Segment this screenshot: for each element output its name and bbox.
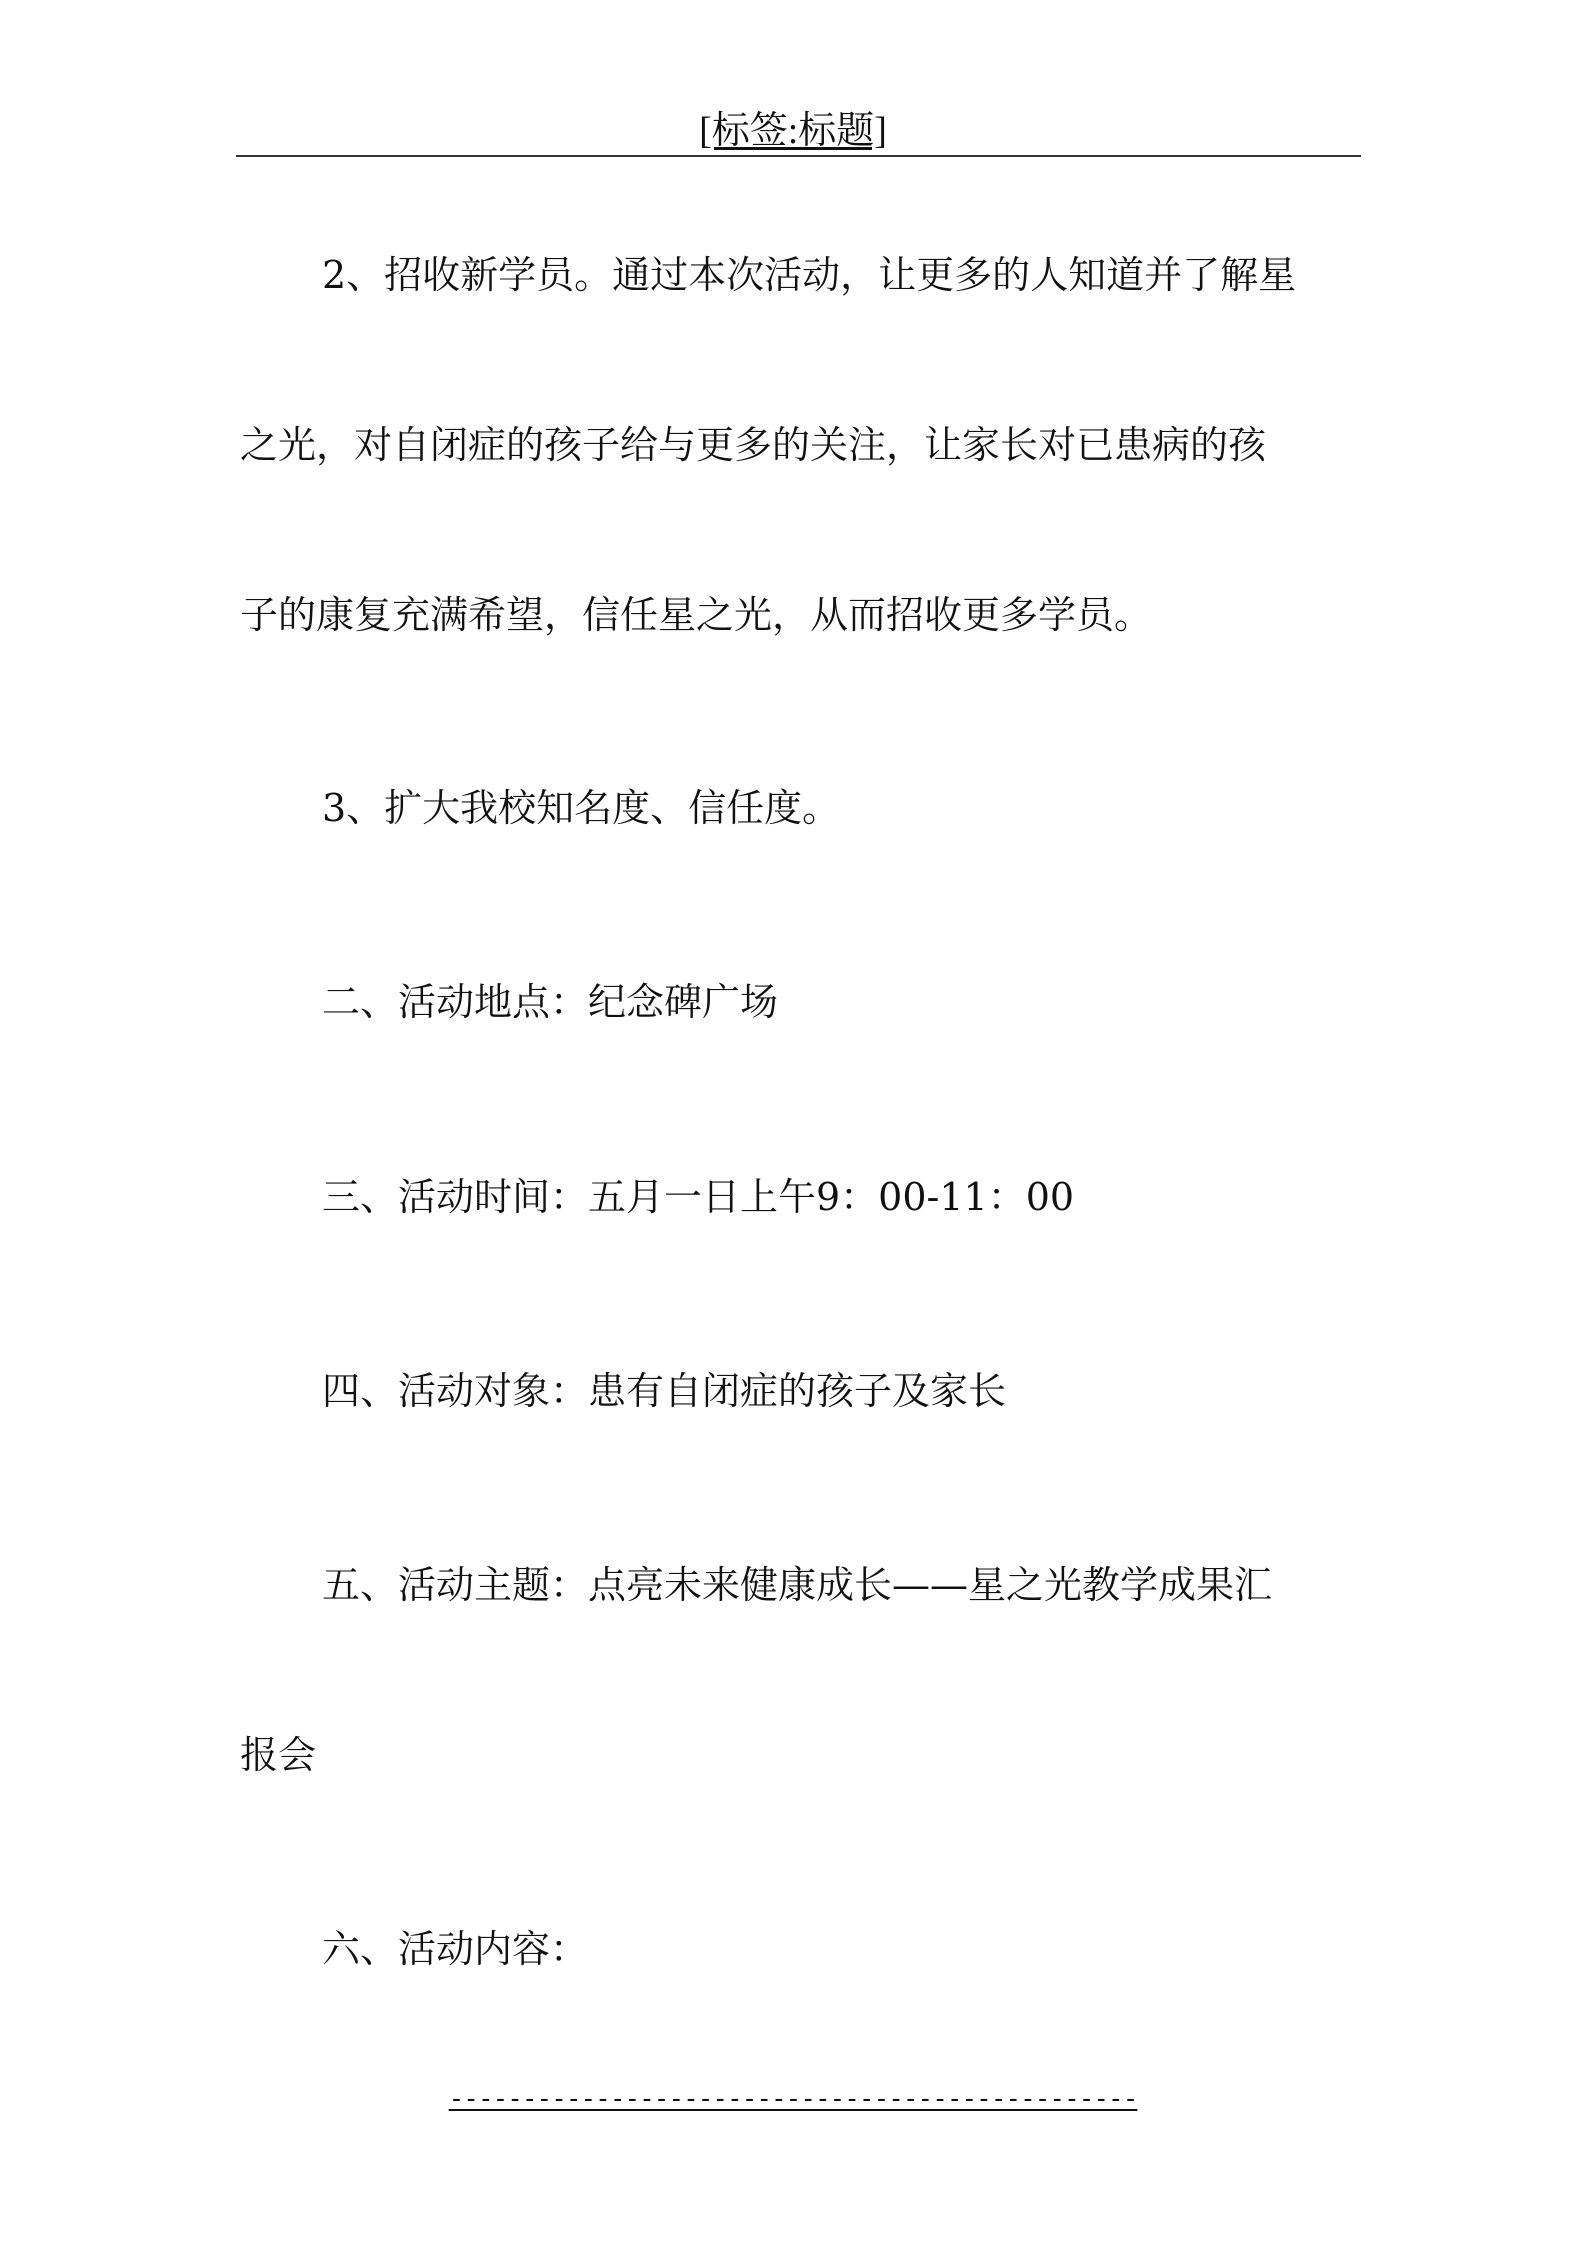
paragraph-line: 三、活动时间：五月一日上午9：00-11：00 [322,1175,1075,1219]
paragraph-line: 四、活动对象：患有自闭症的孩子及家长 [322,1369,1007,1413]
page-header-title: [标签:标题] [699,110,887,152]
paragraph-line: 子的康复充满希望，信任星之光，从而招收更多学员。 [240,593,1153,637]
paragraph-line: 六、活动内容： [322,1927,589,1971]
paragraph-line: 报会 [240,1733,317,1777]
paragraph-line: 二、活动地点：纪念碑广场 [322,980,779,1024]
paragraph-line: 五、活动主题：点亮未来健康成长——星之光教学成果汇 [322,1563,1273,1607]
footer-dashed-rule: ----------------------------------------------- [448,2084,1138,2114]
paragraph-line: 3、扩大我校知名度、信任度。 [322,786,841,830]
header-rule [236,155,1361,157]
paragraph-line: 之光，对自闭症的孩子给与更多的关注，让家长对已患病的孩 [240,423,1267,467]
paragraph-line: 2、招收新学员。通过本次活动，让更多的人知道并了解星 [322,253,1297,297]
